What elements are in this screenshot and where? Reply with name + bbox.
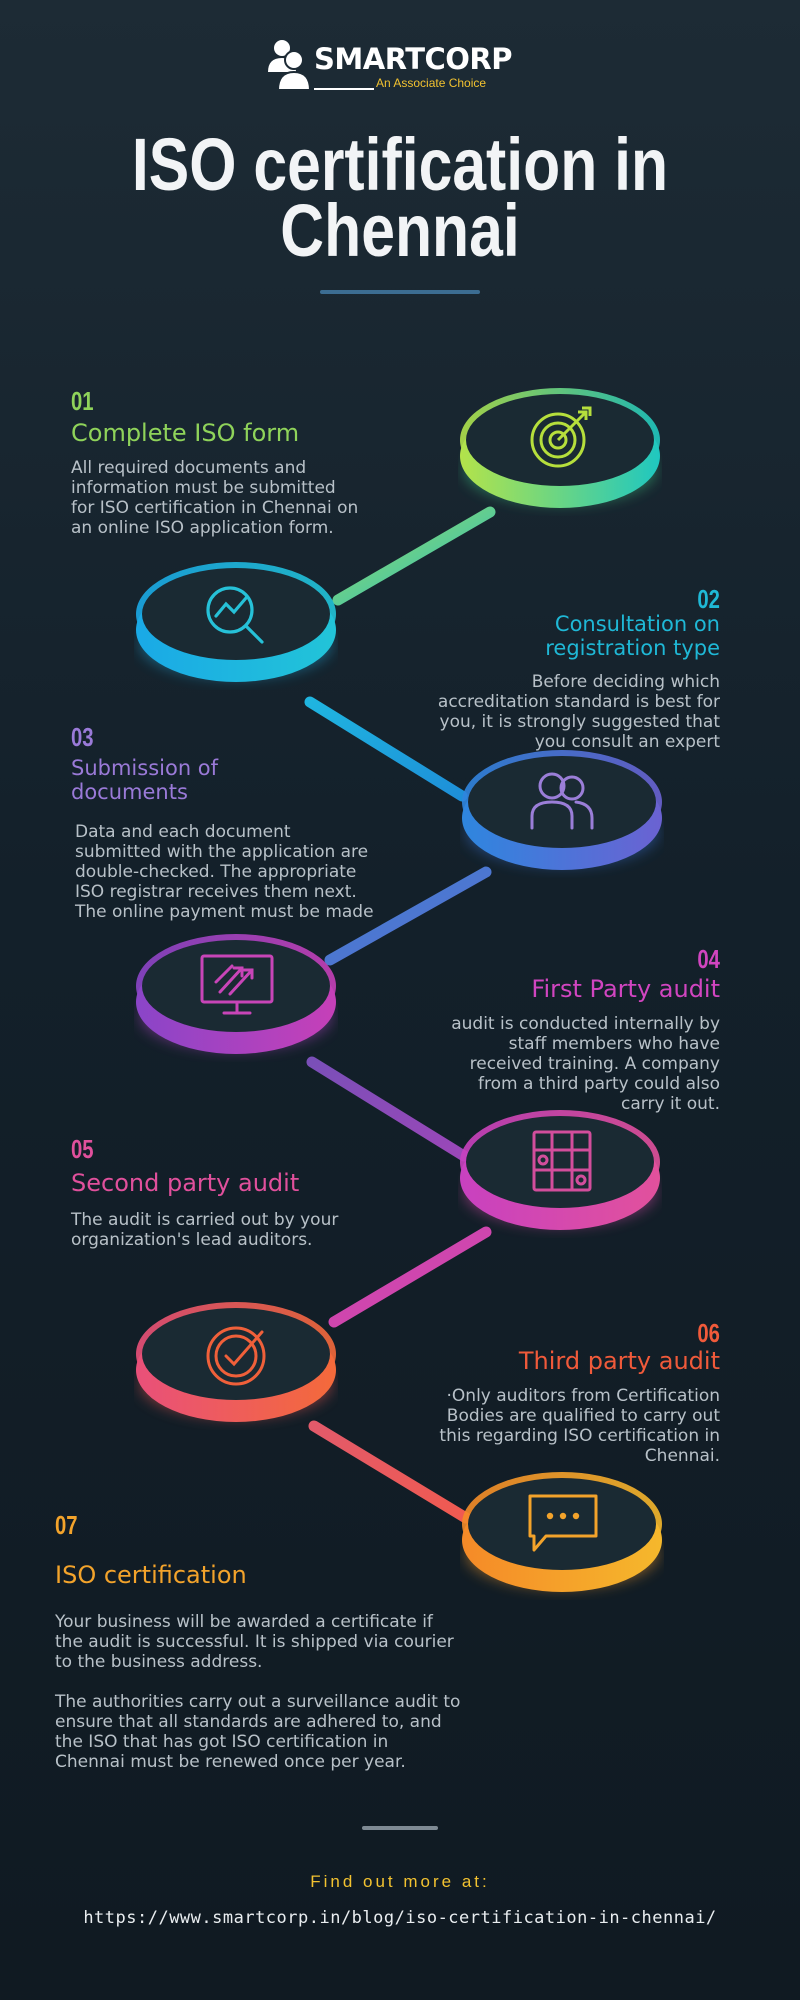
step-2-disc: [134, 560, 338, 690]
step-6-title: Third party audit: [518, 1347, 720, 1375]
step-1-title: Complete ISO form: [71, 419, 300, 447]
step-6-number: 06: [697, 1318, 720, 1348]
step-7-number: 07: [55, 1510, 78, 1540]
step-3-number: 03: [71, 722, 94, 752]
check-badge-icon: [204, 1322, 270, 1386]
step-7-description-2: The authorities carry out a surveillance audit to ensure that all standards are adhered to, and the ISO that has got ISO certification in Chennai must be renewed once per year.: [55, 1692, 461, 1772]
step-4-number: 04: [697, 944, 720, 974]
step-4-disc: [134, 932, 338, 1062]
brand-tagline: An Associate Choice: [376, 76, 487, 90]
monitor-growth-icon: [198, 952, 276, 1018]
footer-divider: [362, 1826, 438, 1830]
step-2-number: 02: [697, 584, 720, 614]
step-1-description: All required documents and information must be submitted for ISO certification in Chennai on an online ISO application form.: [71, 458, 359, 538]
step-6-description: ·Only auditors from Certification Bodies are qualified to carry out this regarding ISO certification in Chennai.: [439, 1386, 720, 1466]
title-line-2: Chennai: [280, 189, 520, 272]
step-5-number: 05: [71, 1134, 94, 1164]
brand-name: SMARTCORP: [314, 42, 513, 76]
step-7-disc: [460, 1470, 664, 1600]
step-7-description: Your business will be awarded a certificate if the audit is successful. It is shipped via courier to the business address.: [55, 1612, 454, 1672]
step-5-disc: [458, 1108, 662, 1238]
chat-icon: [526, 1492, 600, 1556]
grid-icon: [530, 1128, 594, 1194]
target-icon: [528, 404, 598, 470]
users-icon: [528, 768, 598, 834]
step-4-title: First Party audit: [531, 975, 720, 1003]
step-2-title: Consultation on registration type: [545, 612, 720, 660]
step-6-disc: [134, 1300, 338, 1430]
step-5-description: The audit is carried out by your organization's lead auditors.: [71, 1210, 339, 1250]
step-3-title: Submission of documents: [71, 756, 219, 804]
step-3-disc: [460, 748, 664, 878]
title-line-1: ISO certification in: [131, 123, 669, 206]
step-2-description: Before deciding which accreditation standard is best for you, it is strongly suggested that you consult an expert: [437, 672, 720, 752]
search-chart-icon: [202, 582, 272, 648]
step-1-disc: [458, 386, 662, 516]
find-out-label: Find out more at:: [310, 1872, 490, 1891]
step-4-description: audit is conducted internally by staff members who have received training. A company from a third party could also carry it out.: [451, 1014, 720, 1114]
step-3-description: Data and each document submitted with the application are double-checked. The appropriate ISO registrar receives them next. The online payment must be made: [75, 822, 374, 922]
step-5-title: Second party audit: [71, 1169, 300, 1197]
footer-url-link[interactable]: https://www.smartcorp.in/blog/iso-certification-in-chennai/: [83, 1908, 717, 1928]
step-1-number: 01: [71, 386, 94, 416]
step-7-title: ISO certification: [55, 1561, 247, 1589]
